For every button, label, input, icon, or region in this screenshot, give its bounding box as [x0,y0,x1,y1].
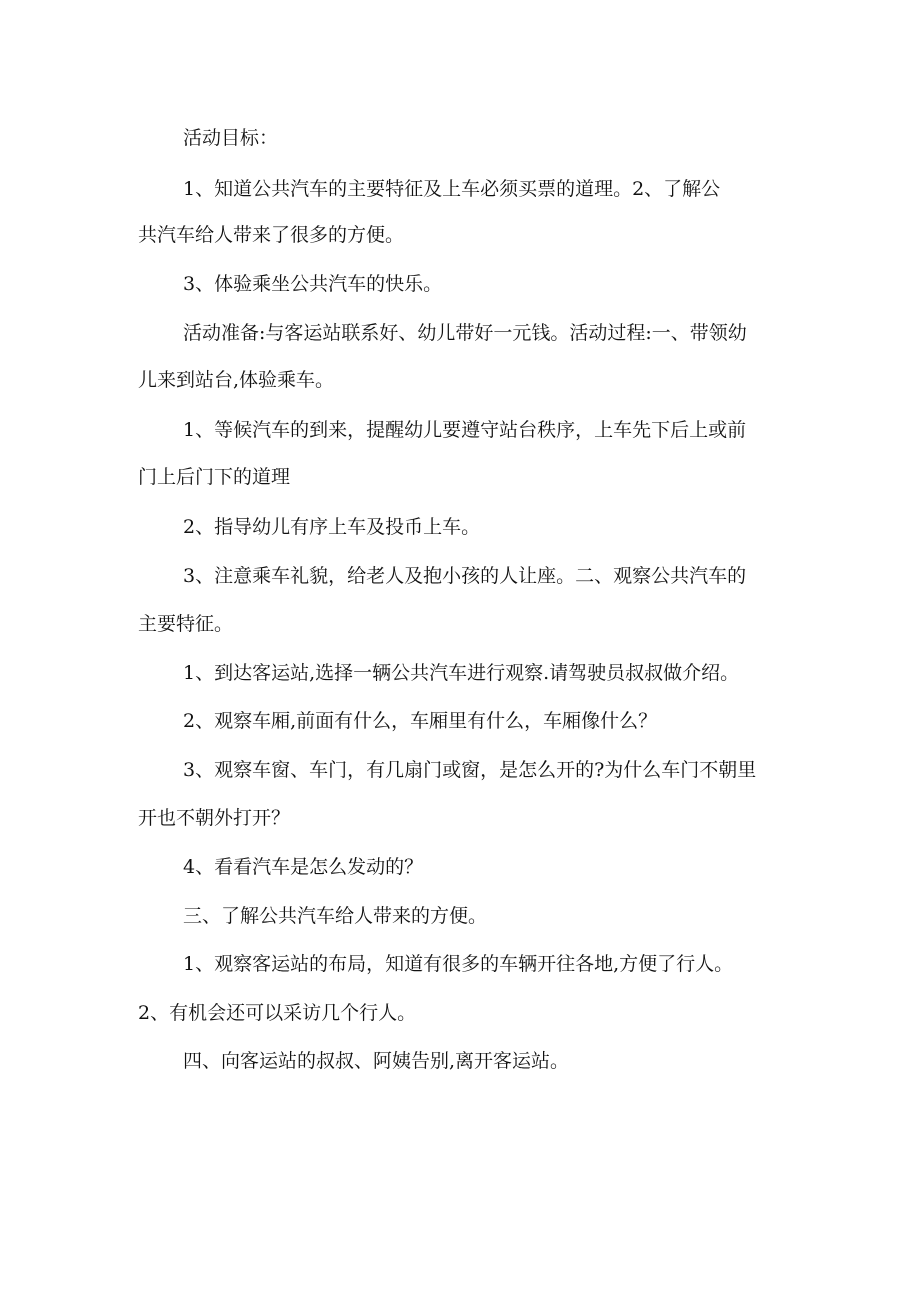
paragraph-line: 三、了解公共汽车给人带来的方便。 [183,905,488,927]
paragraph-line: 1、等候汽车的到来，提醒幼儿要遵守站台秩序，上车先下后上或前 [183,419,747,441]
paragraph-line: 1、到达客运站,选择一辆公共汽车进行观察.请驾驶员叔叔做介绍。 [183,662,740,684]
paragraph-line: 门上后门下的道理 [138,466,291,488]
paragraph-line: 3、观察车窗、车门，有几扇门或窗，是怎么开的?为什么车门不朝里 [183,759,757,781]
paragraph-line: 2、指导幼儿有序上车及投币上车。 [183,516,481,538]
paragraph-line: 3、体验乘坐公共汽车的快乐。 [183,273,443,295]
paragraph-line: 1、知道公共汽车的主要特征及上车必须买票的道理。2、了解公 [183,178,721,200]
paragraph-line: 1、观察客运站的布局，知道有很多的车辆开往各地,方便了行人。 [183,953,734,975]
paragraph-line: 四、向客运站的叔叔、阿姨告别,离开客运站。 [183,1050,570,1072]
paragraph-line: 3、注意乘车礼貌，给老人及抱小孩的人让座。二、观察公共汽车的 [183,565,747,587]
paragraph-line: 儿来到站台,体验乘车。 [138,369,335,391]
paragraph-line: 2、有机会还可以采访几个行人。 [138,1002,417,1024]
paragraph-line: 活动准备:与客运站联系好、幼儿带好一元钱。活动过程:一、带领幼 [183,322,747,344]
paragraph-line: 2、观察车厢,前面有什么，车厢里有什么，车厢像什么？ [183,710,658,732]
heading-activity-goals: 活动目标： [183,127,279,149]
paragraph-line: 4、看看汽车是怎么发动的？ [183,856,424,878]
paragraph-line: 共汽车给人带来了很多的方便。 [138,224,405,246]
paragraph-line: 主要特征。 [138,613,234,635]
paragraph-line: 开也不朝外打开？ [138,807,291,829]
